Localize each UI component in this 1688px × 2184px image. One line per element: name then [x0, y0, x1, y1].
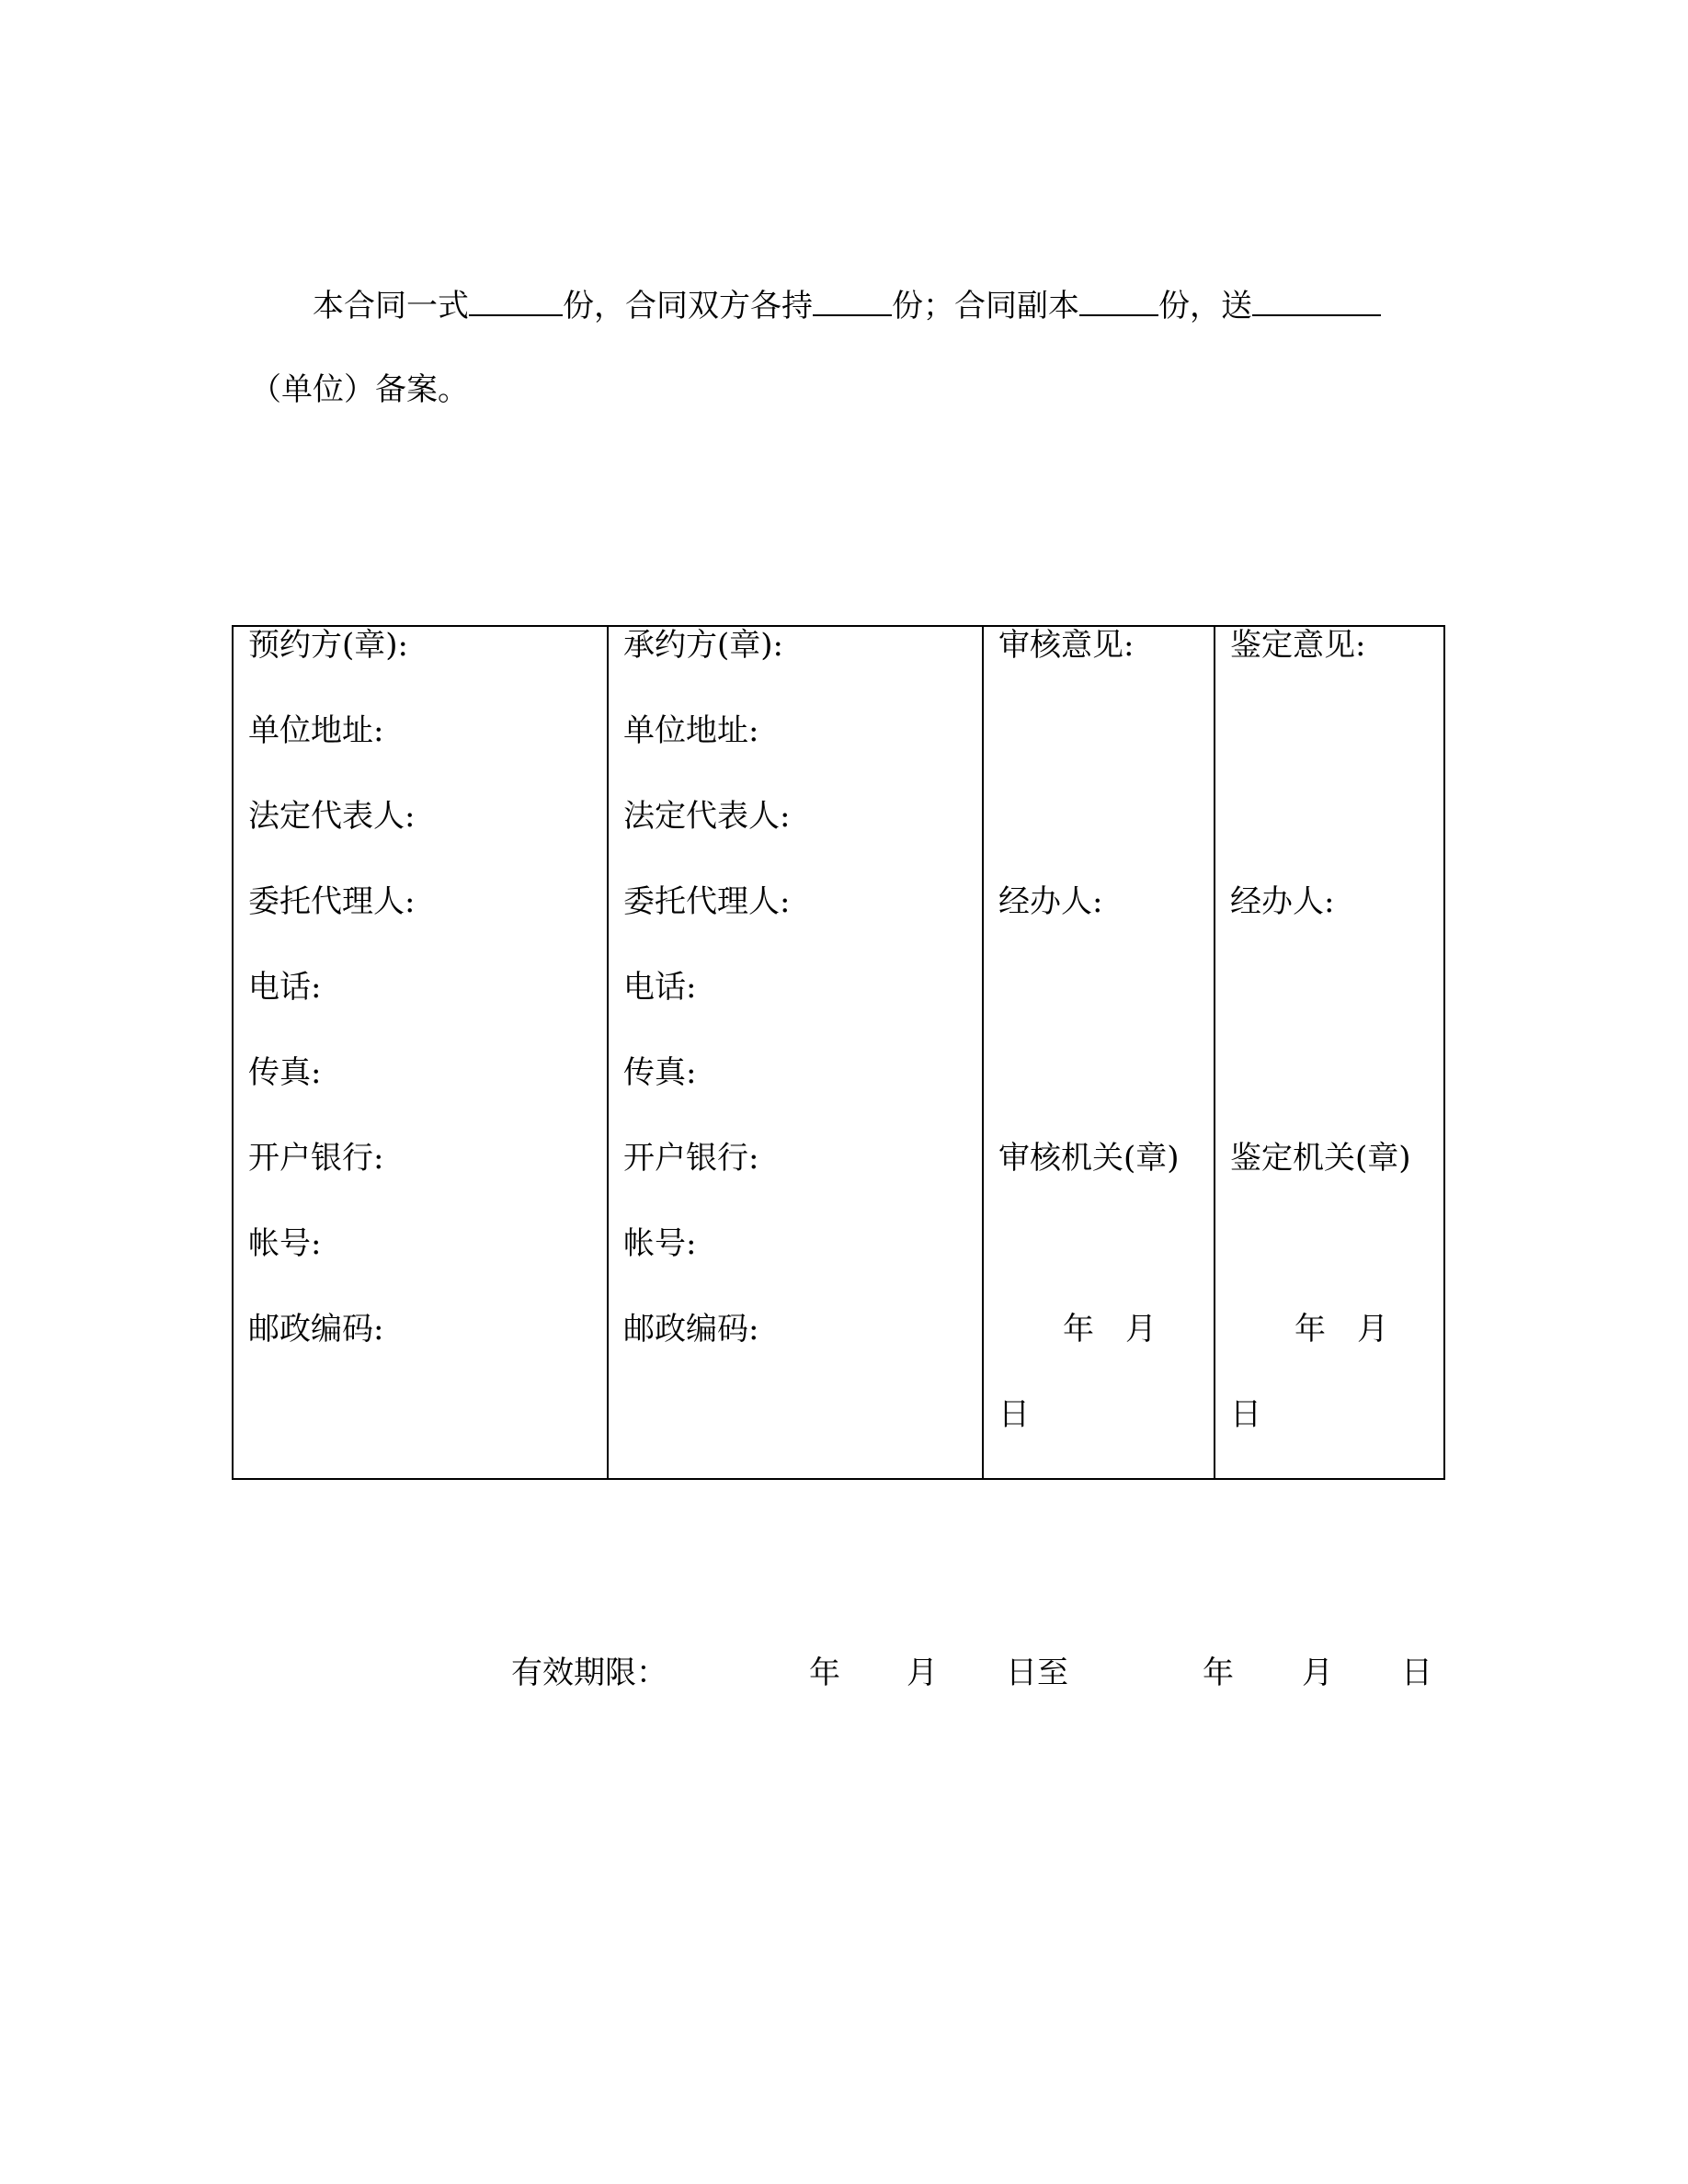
copies-total-blank[interactable]: [469, 287, 563, 316]
copies-each-party-blank[interactable]: [813, 287, 892, 316]
review-date-year-month: 年 月: [1063, 1311, 1157, 1348]
start-month-label: 月: [907, 1655, 938, 1691]
contractor-account-label: 帐号:: [623, 1225, 697, 1262]
end-year-label: 年: [1203, 1655, 1234, 1691]
client-party-column: [234, 627, 609, 1478]
contractor-fax-label: 传真:: [623, 1054, 697, 1091]
appraisal-date-year-month: 年 月: [1295, 1311, 1388, 1348]
signature-table: [232, 625, 1445, 1480]
contractor-agent-label: 委托代理人:: [623, 883, 791, 920]
review-date-day: 日: [998, 1396, 1030, 1433]
copies-duplicate-blank[interactable]: [1079, 287, 1158, 316]
review-authority-label: 审核机关(章): [998, 1140, 1180, 1177]
appraisal-authority-label: 鉴定机关(章): [1230, 1140, 1411, 1177]
start-year-label: 年: [809, 1655, 840, 1691]
appraisal-handler-label: 经办人:: [1230, 883, 1335, 920]
clause-text-4: 份，送: [1158, 288, 1252, 324]
appraisal-opinion-column: [1215, 627, 1445, 1478]
copies-clause-continued: [250, 371, 469, 408]
contractor-address-label: 单位地址:: [623, 712, 759, 749]
client-address-label: 单位地址:: [248, 712, 384, 749]
contractor-party-column: [609, 627, 984, 1478]
contractor-postcode-label: 邮政编码:: [623, 1311, 759, 1348]
clause-text-2: 份，合同双方各持: [563, 288, 813, 324]
copies-clause: [313, 287, 1381, 324]
validity-period: [0, 1655, 1688, 1691]
contractor-legal-rep-label: 法定代表人:: [623, 798, 791, 835]
clause-text-3: 份；合同副本: [892, 288, 1079, 324]
end-day-label: 日: [1401, 1655, 1432, 1691]
validity-label: 有效期限：: [511, 1655, 667, 1691]
appraisal-date-day: 日: [1230, 1396, 1261, 1433]
filing-unit-blank[interactable]: [1252, 287, 1381, 316]
clause-text-1: 本合同一式: [313, 288, 469, 324]
client-account-label: 帐号:: [248, 1225, 322, 1262]
client-fax-label: 传真:: [248, 1054, 322, 1091]
review-opinion-label: 审核意见:: [998, 627, 1135, 664]
appraisal-opinion-label: 鉴定意见:: [1230, 627, 1366, 664]
contractor-seal-label: 承约方(章):: [623, 627, 783, 664]
client-bank-label: 开户银行:: [248, 1140, 384, 1177]
client-seal-label: 预约方(章):: [248, 627, 408, 664]
review-opinion-column: [984, 627, 1215, 1478]
contractor-phone-label: 电话:: [623, 969, 697, 1006]
start-day-to-label: 日至: [1006, 1655, 1068, 1691]
clause-text-5: （单位）备案。: [250, 371, 469, 408]
review-handler-label: 经办人:: [998, 883, 1103, 920]
contractor-bank-label: 开户银行:: [623, 1140, 759, 1177]
client-phone-label: 电话:: [248, 969, 322, 1006]
end-month-label: 月: [1302, 1655, 1333, 1691]
client-postcode-label: 邮政编码:: [248, 1311, 384, 1348]
client-legal-rep-label: 法定代表人:: [248, 798, 416, 835]
client-agent-label: 委托代理人:: [248, 883, 416, 920]
